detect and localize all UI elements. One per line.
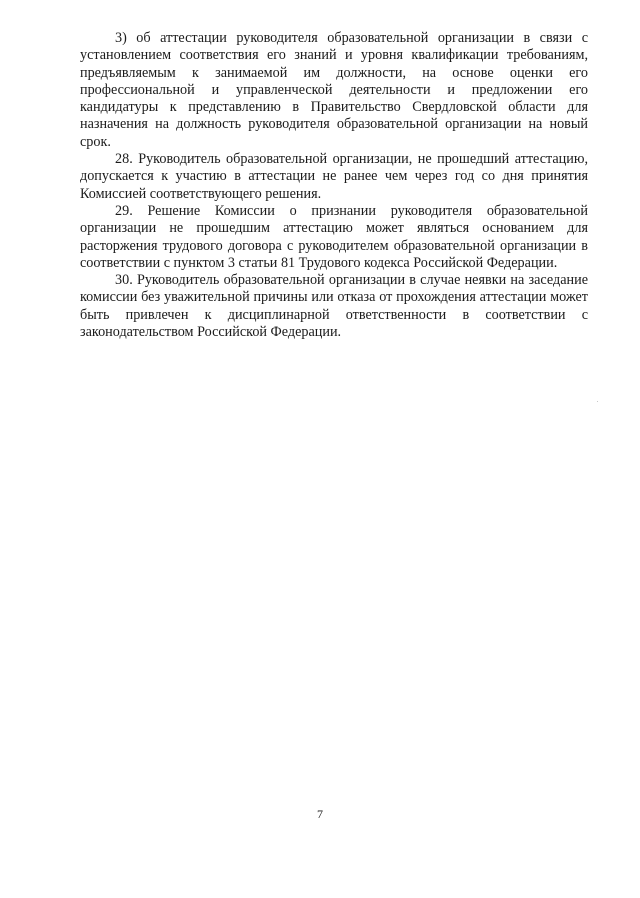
paragraph-item-3-decision: 3) об аттестации руководителя образовательной организации в связи с установлением соответствия его знаний и уровня квалификации требованиям, предъявляемым к занимаемой им должности, на основе оценки его профессиональной и управленческой деятельности и предложении его кандидатуры к представлению в Правительство Свердловской области для назначения на должность руководителя образовательной организации на новый срок. — [80, 30, 588, 150]
paragraph-28: 28. Руководитель образовательной организации, не прошедший аттестацию, допускается к участию в аттестации не ранее чем через год со дня принятия Комиссией соответствующего решения. — [80, 151, 588, 202]
scan-speck — [597, 401, 598, 402]
paragraph-29: 29. Решение Комиссии о признании руководителя образовательной организации не прошедшим аттестацию может являться основанием для расторжения трудового договора с руководителем образовательной организации в соответствии с пунктом 3 статьи 81 Трудового кодекса Российской Федерации. — [80, 202, 588, 271]
paragraph-30: 30. Руководитель образовательной организации в случае неявки на заседание комиссии без уважительной причины или отказа от прохождения аттестации может быть привлечен к дисциплинарной ответственности в соответствии с законодательством Российской Федерации. — [80, 272, 588, 341]
document-body — [80, 30, 588, 341]
page-number: 7 — [317, 807, 323, 821]
